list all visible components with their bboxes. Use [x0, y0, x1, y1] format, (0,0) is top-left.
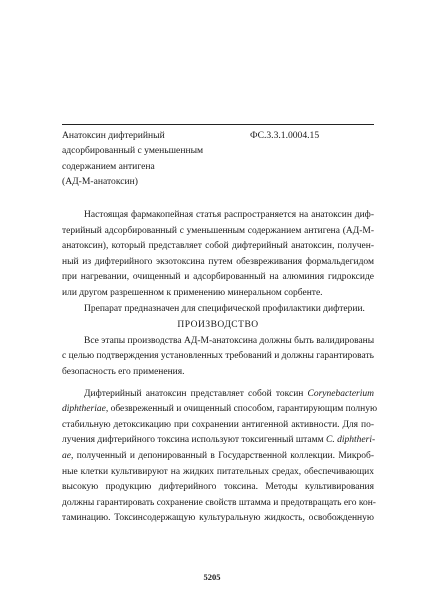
text-line: терийный адсорбированный с уменьшенным содержанием антигена (АД-М-: [62, 225, 374, 236]
text-line: Настоящая фармакопейная статья распространяется на анатоксин диф-: [84, 210, 374, 220]
species-name: ae: [62, 450, 71, 461]
species-name: Corynebacterium: [307, 388, 374, 399]
species-name: C. diphtheri-: [326, 435, 376, 446]
text-line: или другом разрешенном к применению минеральном сорбенте.: [62, 287, 323, 298]
header-divider: [62, 124, 374, 125]
text-line: Препарат предназначен для специфической профилактики дифтерии.: [84, 303, 365, 314]
text-line: Дифтерийный анатоксин представляет собой токсин Corynebacterium: [84, 388, 374, 399]
text-line: высокую продукцию дифтерийного токсина. Методы культивирования: [62, 482, 374, 493]
paragraph-purpose: [62, 302, 374, 318]
text-line: стабильную детоксикацию при сохранении антигенной активности. Для по-: [62, 419, 374, 430]
text-line: анатоксин), который представляет собой дифтерийный анатоксин, получен-: [62, 241, 374, 252]
paragraph-validation: [62, 334, 374, 381]
text-line: ный из дифтерийного экзотоксина путем обезвреживания формальдегидом: [62, 256, 374, 267]
species-name: diphtheriae: [62, 404, 106, 415]
text-line: Все этапы производства АД-М-анатоксина должны быть валидированы: [84, 335, 375, 346]
monograph-title-line: содержанием антигена: [62, 160, 155, 172]
monograph-title-line: (АД-М-анатоксин): [62, 176, 138, 188]
section-heading: ПРОИЗВОДСТВО: [177, 320, 259, 331]
text-line: с целью подтверждения установленных требований и должны гарантировать: [62, 351, 374, 362]
text-line: ae, полученный и депонированный в Государственной коллекции. Микроб-: [62, 450, 374, 461]
paragraph-production: [62, 387, 378, 527]
monograph-code: ФС.3.3.1.0004.15: [250, 130, 320, 141]
monograph-title-line: адсорбированный с уменьшенным: [62, 145, 204, 157]
text-line: при нагревании, очищенный и адсорбированный на алюминия гидроксиде: [62, 272, 374, 283]
text-line: таминацию. Токсинсодержащую культуральную жидкость, освобожденную: [62, 513, 374, 524]
text-line: diphtheriae, обезвреженный и очищенный способом, гарантирующим полную: [62, 404, 378, 415]
text-line: ные клетки культивируют на жидких питательных средах, обеспечивающих: [62, 466, 374, 477]
text-line: лучения дифтерийного токсина используют токсигенный штамм C. diphtheri-: [62, 435, 376, 446]
text-line: должны гарантировать сохранение свойств штамма и предотвращать его кон-: [62, 497, 376, 508]
paragraph-scope: [62, 208, 374, 302]
text-line: безопасность его применения.: [62, 366, 185, 377]
monograph-title: [62, 128, 237, 190]
page-number: 5205: [203, 572, 221, 582]
monograph-title-line: Анатоксин дифтерийный: [62, 130, 165, 141]
document-body: [62, 208, 378, 527]
